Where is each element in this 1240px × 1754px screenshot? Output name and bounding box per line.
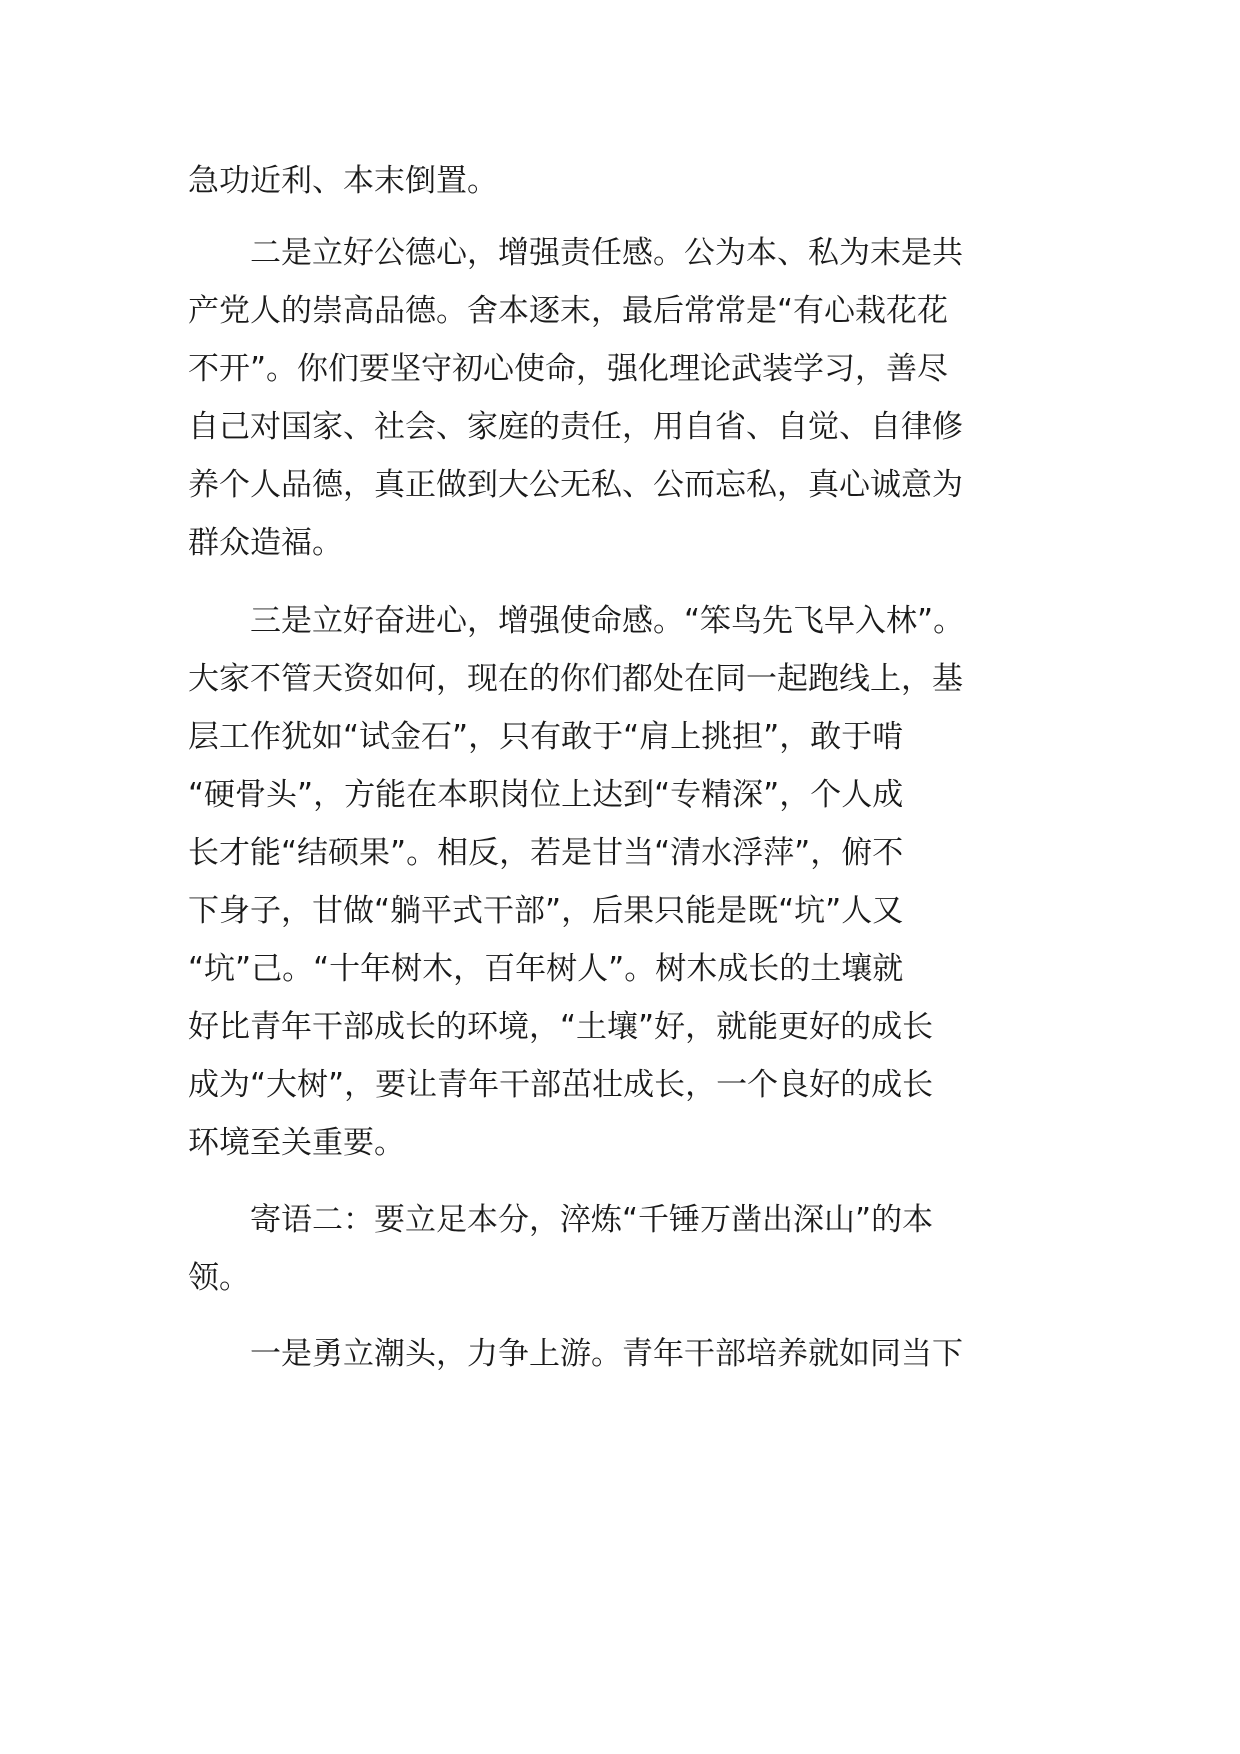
text-line: 自己对国家、社会、家庭的责任，用自省、自觉、自律修 [188, 409, 963, 445]
text-line: 不开”。你们要坚守初心使命，强化理论武装学习，善尽 [188, 351, 949, 387]
text-line: 领。 [188, 1260, 250, 1296]
text-line: 成为“大树”，要让青年干部茁壮成长，一个良好的成长 [188, 1067, 934, 1103]
text-line: “硬骨头”，方能在本职岗位上达到“专精深”，个人成 [188, 777, 904, 813]
text-line: 好比青年干部成长的环境，“土壤”好，就能更好的成长 [188, 1009, 934, 1045]
text-line: 养个人品德，真正做到大公无私、公而忘私，真心诚意为 [188, 467, 963, 503]
text-line: 下身子，甘做“躺平式干部”，后果只能是既“坑”人又 [188, 893, 904, 929]
text-line: 二是立好公德心，增强责任感。公为本、私为末是共 [188, 235, 963, 271]
text-line: 急功近利、本末倒置。 [188, 163, 498, 199]
text-line: “坑”己。“十年树木，百年树人”。树木成长的土壤就 [188, 951, 904, 987]
text-line: 长才能“结硕果”。相反，若是甘当“清水浮萍”，俯不 [188, 835, 904, 871]
text-line: 寄语二：要立足本分，淬炼“千锤万凿出深山”的本 [188, 1202, 934, 1238]
text-line: 大家不管天资如何，现在的你们都处在同一起跑线上，基 [188, 661, 963, 697]
text-line: 群众造福。 [188, 525, 343, 561]
text-line: 环境至关重要。 [188, 1125, 405, 1161]
text-line: 产党人的崇高品德。舍本逐末，最后常常是“有心栽花花 [188, 293, 949, 329]
text-line: 层工作犹如“试金石”，只有敢于“肩上挑担”，敢于啃 [188, 719, 904, 755]
text-line: 三是立好奋进心，增强使命感。“笨鸟先飞早入林”。 [188, 603, 965, 639]
text-line: 一是勇立潮头，力争上游。青年干部培养就如同当下 [188, 1336, 963, 1372]
